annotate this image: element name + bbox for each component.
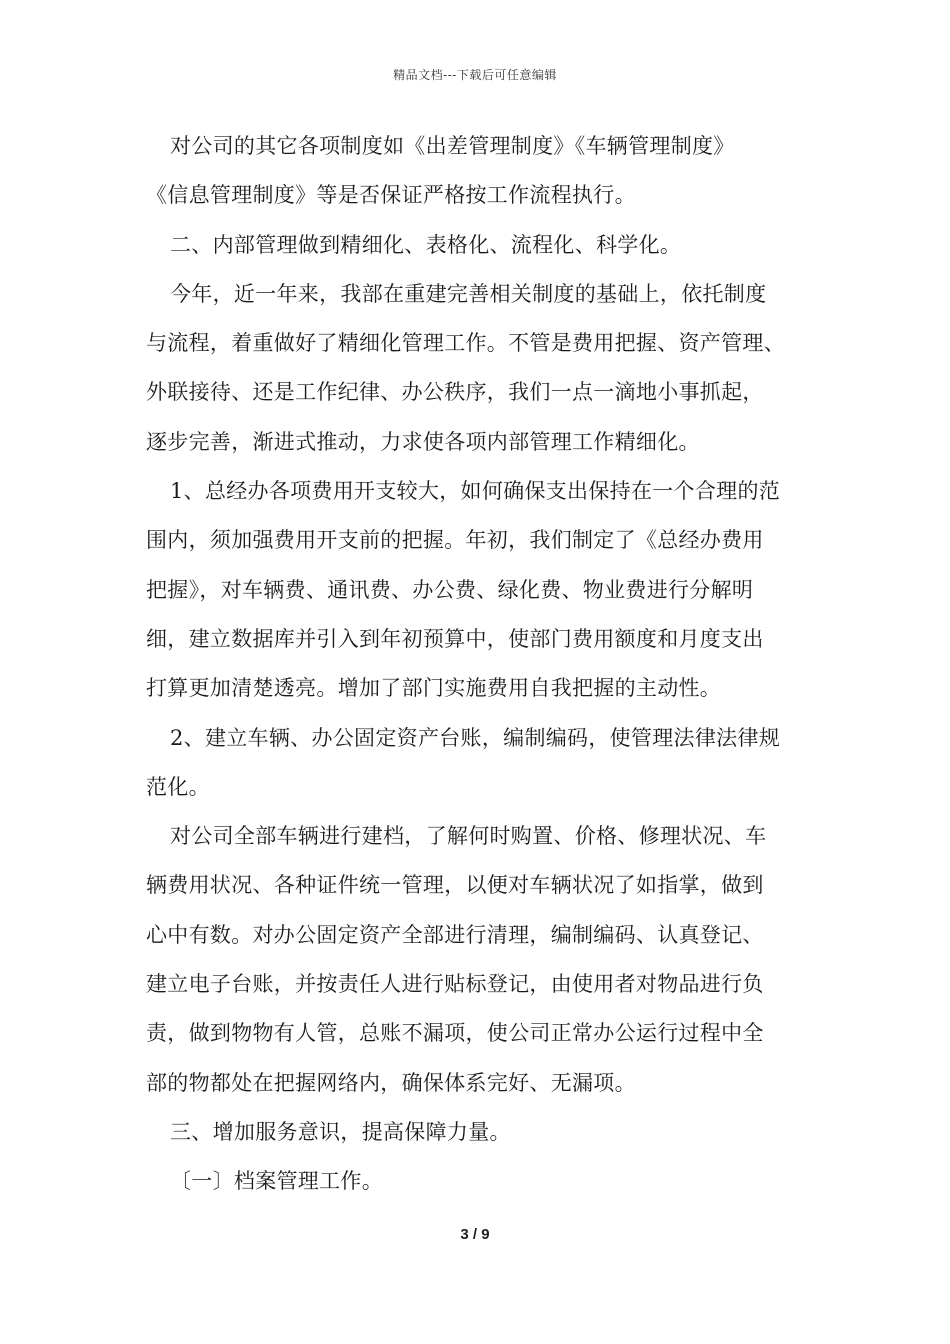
text-line: 与流程，着重做好了精细化管理工作。不管是费用把握、资产管理、 bbox=[146, 331, 785, 356]
text-line: 辆费用状况、各种证件统一管理，以便对车辆状况了如指掌，做到 bbox=[146, 873, 764, 898]
text-line: 把握》，对车辆费、通讯费、办公费、绿化费、物业费进行分解明 bbox=[146, 577, 754, 602]
text-line: 三、增加服务意识，提高保障力量。 bbox=[170, 1119, 511, 1144]
text-line: 细，建立数据库并引入到年初预算中，使部门费用额度和月度支出 bbox=[146, 626, 764, 651]
text-line: 围内，须加强费用开支前的把握。年初，我们制定了《总经办费用 bbox=[146, 528, 764, 553]
text-line: 外联接待、还是工作纪律、办公秩序，我们一点一滴地小事抓起， bbox=[146, 380, 764, 405]
page-header: 精品文档---下载后可任意编辑 bbox=[393, 68, 557, 82]
text-line: 《信息管理制度》等是否保证严格按工作流程执行。 bbox=[146, 183, 636, 208]
text-line: 部的物都处在把握网络内，确保体系完好、无漏项。 bbox=[146, 1070, 636, 1095]
text-line: 1、总经办各项费用开支较大，如何确保支出保持在一个合理的范 bbox=[170, 479, 781, 504]
text-line: 〔一〕档案管理工作。 bbox=[170, 1169, 383, 1194]
page-number: 3 / 9 bbox=[460, 1226, 490, 1243]
text-line: 对公司的其它各项制度如《出差管理制度》《车辆管理制度》 bbox=[170, 134, 735, 158]
text-line: 2、建立车辆、办公固定资产台账，编制编码，使管理法律法律规 bbox=[170, 725, 781, 750]
text-line: 打算更加清楚透亮。增加了部门实施费用自我把握的主动性。 bbox=[146, 676, 722, 701]
text-line: 二、内部管理做到精细化、表格化、流程化、科学化。 bbox=[170, 232, 682, 257]
text-line: 范化。 bbox=[146, 774, 210, 799]
text-line: 建立电子台账，并按责任人进行贴标登记，由使用者对物品进行负 bbox=[146, 972, 764, 997]
document-body bbox=[146, 128, 814, 1213]
text-line: 心中有数。对办公固定资产全部进行清理，编制编码、认真登记、 bbox=[146, 922, 764, 947]
text-line: 对公司全部车辆进行建档，了解何时购置、价格、修理状况、车 bbox=[170, 824, 767, 849]
text-line: 今年，近一年来，我部在重建完善相关制度的基础上，依托制度 bbox=[170, 281, 767, 306]
text-line: 责，做到物物有人管，总账不漏项，使公司正常办公运行过程中全 bbox=[146, 1021, 764, 1046]
text-line: 逐步完善，渐进式推动，力求使各项内部管理工作精细化。 bbox=[146, 429, 700, 454]
